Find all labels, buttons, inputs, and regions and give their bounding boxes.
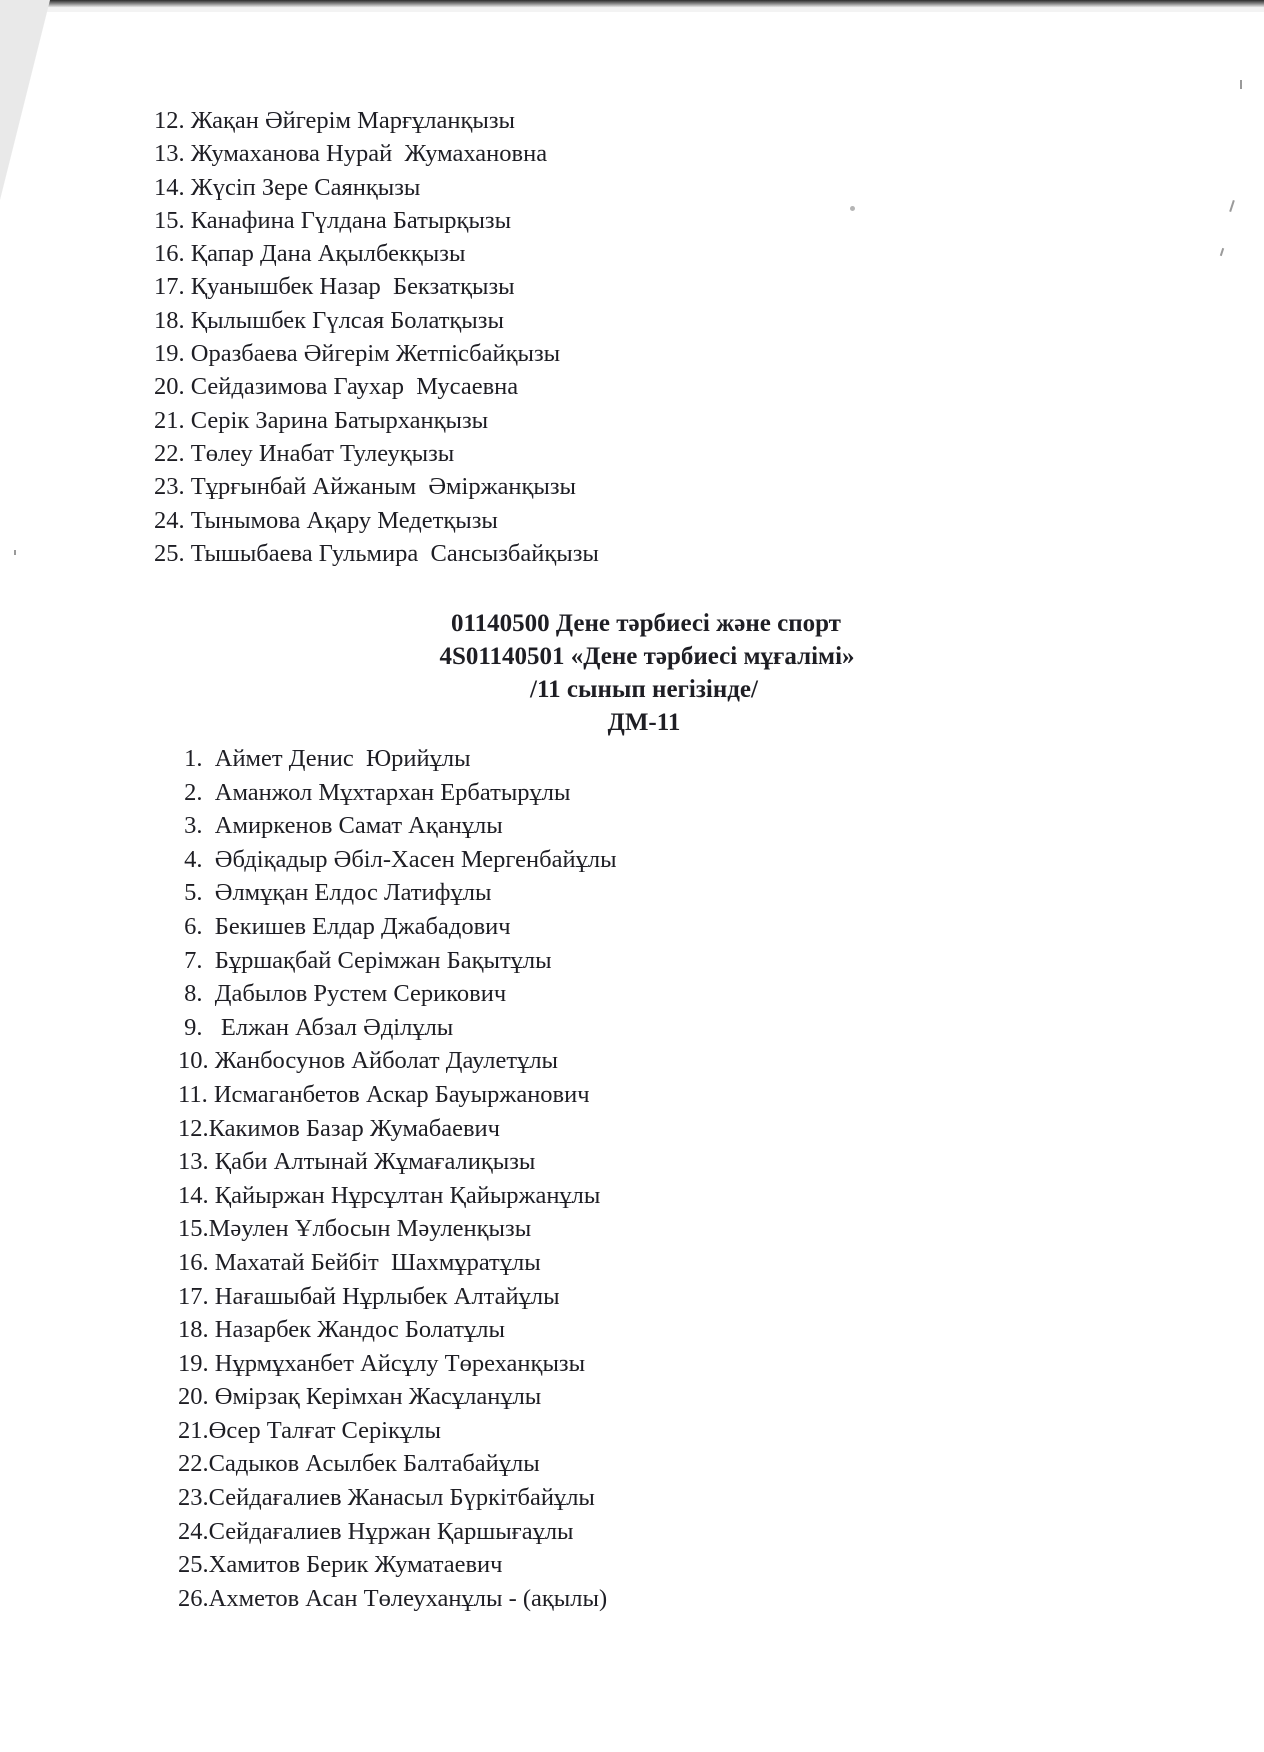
scan-speck bbox=[850, 206, 855, 211]
student-entry: 17. Нағашыбай Нұрлыбек Алтайұлы bbox=[178, 1282, 560, 1310]
student-entry: 18. Назарбек Жандос Болатұлы bbox=[178, 1316, 505, 1344]
student-entry: 23.Сейдағалиев Жанасыл Бүркітбайұлы bbox=[178, 1484, 595, 1512]
admission-basis: /11 сынып негізінде/ bbox=[530, 676, 758, 703]
student-entry: 1. Аймет Денис Юрийұлы bbox=[178, 745, 471, 772]
student-entry: 5. Әлмұқан Елдос Латифұлы bbox=[178, 879, 492, 907]
student-entry: 18. Қылышбек Гүлсая Болатқызы bbox=[154, 306, 504, 334]
qualification-title: 4S01140501 «Дене тәрбиесі мұғалімі» bbox=[439, 643, 855, 670]
scan-top-edge bbox=[0, 0, 1264, 8]
student-entry: 11. Исмаганбетов Аскар Бауыржанович bbox=[178, 1080, 590, 1108]
student-entry: 3. Амиркенов Самат Ақанұлы bbox=[178, 812, 503, 840]
folded-corner bbox=[0, 0, 50, 200]
student-entry: 17. Қуанышбек Назар Бекзатқызы bbox=[154, 273, 515, 301]
student-entry: 12. Жақан Әйгерім Марғұланқызы bbox=[154, 107, 515, 134]
student-entry: 15.Мәулен Ұлбосын Мәуленқызы bbox=[178, 1215, 532, 1243]
student-entry: 7. Бұршақбай Серімжан Бақытұлы bbox=[178, 946, 552, 974]
student-entry: 22. Төлеу Инабат Тулеуқызы bbox=[154, 439, 455, 467]
scan-speck bbox=[1229, 200, 1235, 212]
student-entry: 21. Серік Зарина Батырханқызы bbox=[154, 406, 489, 434]
student-entry: 25.Хамитов Берик Жуматаевич bbox=[178, 1551, 503, 1579]
scan-speck bbox=[1220, 248, 1224, 256]
student-entry: 22.Садыков Асылбек Балтабайұлы bbox=[178, 1450, 540, 1478]
student-entry: 24. Тынымова Ақару Медетқызы bbox=[154, 506, 498, 534]
student-entry: 15. Канафина Гүлдана Батырқызы bbox=[154, 206, 512, 234]
group-code: ДМ-11 bbox=[607, 709, 681, 736]
student-entry: 26.Ахметов Асан Төлеуханұлы - (ақылы) bbox=[178, 1584, 608, 1612]
student-entry: 6. Бекишев Елдар Джабадович bbox=[178, 912, 511, 940]
student-entry: 2. Аманжол Мұхтархан Ербатырұлы bbox=[178, 778, 571, 806]
student-list-previous-group bbox=[154, 104, 599, 570]
group-heading bbox=[0, 607, 1264, 739]
student-entry: 13. Жумаханова Нурай Жумахановна bbox=[154, 140, 548, 168]
student-entry: 13. Қаби Алтынай Жұмағалиқызы bbox=[178, 1148, 536, 1176]
specialty-code-title: 01140500 Дене тәрбиесі және спорт bbox=[451, 610, 841, 637]
student-entry: 14. Қайыржан Нұрсұлтан Қайыржанұлы bbox=[178, 1181, 601, 1209]
student-entry: 19. Нұрмұханбет Айсұлу Төреханқызы bbox=[178, 1349, 586, 1377]
student-entry: 23. Тұрғынбай Айжаным Әміржанқызы bbox=[154, 473, 577, 501]
student-entry: 25. Тышыбаева Гульмира Сансызбайқызы bbox=[154, 539, 599, 567]
student-entry: 16. Қапар Дана Ақылбекқызы bbox=[154, 240, 466, 268]
student-entry: 19. Оразбаева Әйгерім Жетпісбайқызы bbox=[154, 340, 561, 368]
scan-speck bbox=[14, 550, 16, 555]
student-entry: 16. Махатай Бейбіт Шахмұратұлы bbox=[178, 1248, 541, 1276]
student-entry: 21.Өсер Талғат Серікұлы bbox=[178, 1416, 441, 1444]
student-entry: 20. Өмірзақ Керімхан Жасұланұлы bbox=[178, 1383, 542, 1411]
student-entry: 8. Дабылов Рустем Серикович bbox=[178, 980, 507, 1008]
student-entry: 20. Сейдазимова Гаухар Мусаевна bbox=[154, 373, 519, 401]
student-entry: 4. Әбдіқадыр Әбіл-Хасен Мергенбайұлы bbox=[178, 845, 617, 873]
student-entry: 14. Жүсіп Зере Саянқызы bbox=[154, 173, 421, 201]
student-entry: 24.Сейдағалиев Нұржан Қаршығаұлы bbox=[178, 1517, 574, 1545]
scan-speck bbox=[1240, 80, 1242, 89]
student-entry: 10. Жанбосунов Айболат Даулетұлы bbox=[178, 1047, 559, 1075]
student-entry: 9. Елжан Абзал Әділұлы bbox=[178, 1013, 454, 1041]
student-list-dm-11 bbox=[178, 742, 617, 1615]
student-entry: 12.Какимов Базар Жумабаевич bbox=[178, 1114, 500, 1142]
scan-top-shadow bbox=[0, 8, 1264, 12]
